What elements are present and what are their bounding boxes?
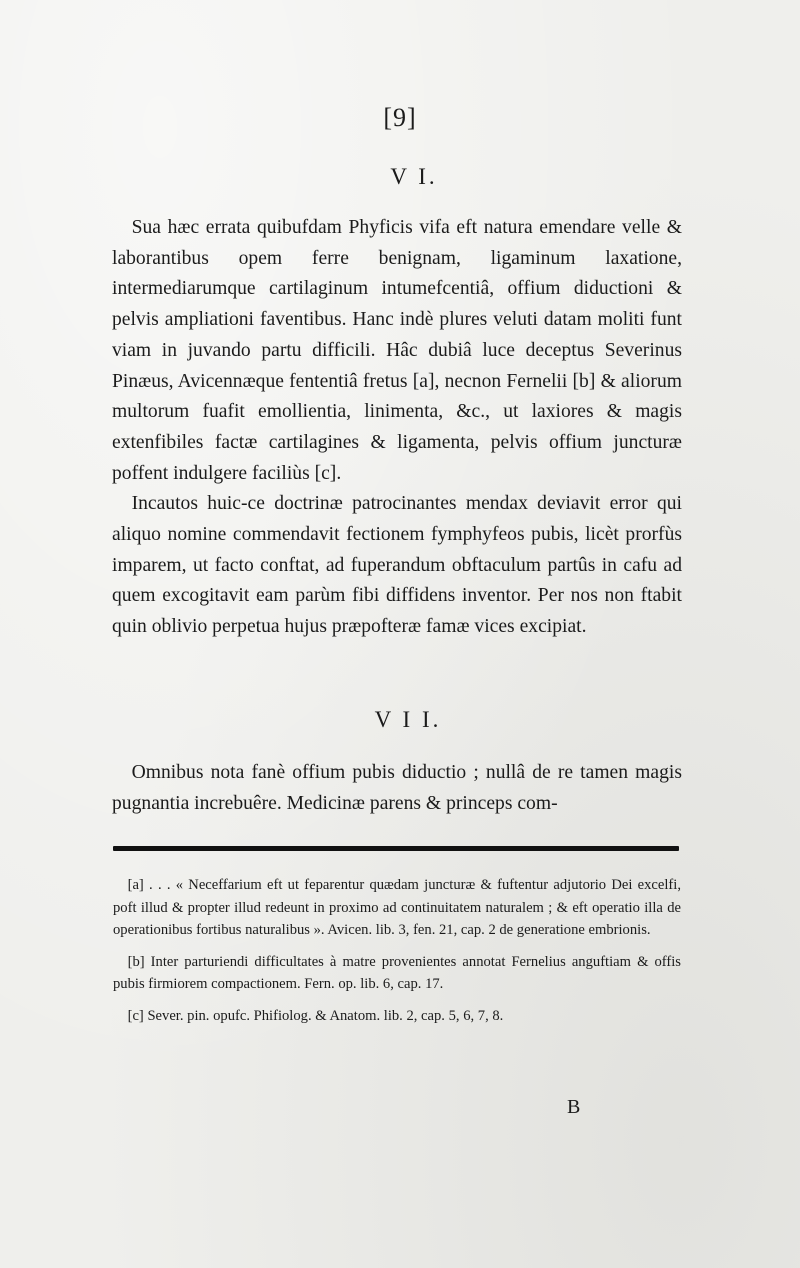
footnote-c: [c] Sever. pin. opufc. Phifiolog. & Anatom. lib. 2, cap. 5, 6, 7, 8. bbox=[127, 1007, 504, 1024]
footnote-separator-rule bbox=[113, 846, 679, 851]
catchword: B bbox=[567, 1096, 581, 1118]
footnote-a: [a] . . . « Neceffarium eft ut feparentur quædam juncturæ & fuftentur adjutorio Dei excelfi, poft illud & propter illud redeunt in proximo ad continuitatem naturalem ; & eft operatio illa de operationibus fortibus naturalibus ». Avicen. lib. 3, fen. 21, cap. 2 de generatione embrionis. bbox=[113, 877, 681, 939]
paragraph: Omnibus nota fanè offium pubis diductio ; nullâ de re tamen magis pugnantia increbuêre. Medicinæ parens & princeps com- bbox=[112, 762, 682, 814]
section-heading-vi: V I. bbox=[390, 164, 438, 189]
footnotes bbox=[113, 874, 681, 1037]
page-number: [9] bbox=[383, 103, 417, 132]
paragraph: Incautos huic-ce doctrinæ patrocinantes mendax deviavit error qui aliquo nomine commendavit fectionem fymphyfeos pubis, licèt prorfùs imparem, ut facto conftat, ad fuperandum obftaculum partûs in cafu ad quem excogitavit eam parùm fibi diffidens inventor. Per nos non ftabit quin oblivio perpetua hujus præpofteræ famæ vices excipiat. bbox=[112, 493, 682, 638]
paragraph: Sua hæc errata quibufdam Phyficis vifa eft natura emendare velle & laborantibus opem ferre benignam, ligaminum laxatione, intermediarumque cartilaginum intumefcentiâ, offium diductioni & pelvis ampliationi faventibus. Hanc indè plures veluti datam moliti funt viam in juvando partu difficili. Hâc dubiâ luce deceptus Severinus Pinæus, Avicennæque fententiâ fretus [a], necnon Fernelii [b] & aliorum multorum fuafit emollientia, linimenta, &c., ut laxiores & magis extenfibiles factæ cartilagines & ligamenta, pelvis offium juncturæ poffent indulgere faciliùs [c]. bbox=[112, 217, 682, 484]
section-vi-body bbox=[112, 213, 682, 643]
section-heading-vii: V I I. bbox=[374, 707, 442, 732]
footnote-b: [b] Inter parturiendi difficultates à matre provenientes annotat Fernelius anguftiam & offis pubis firmiorem compactionem. Fern. op. lib. 6, cap. 17. bbox=[113, 953, 681, 993]
section-vii-body bbox=[112, 758, 682, 819]
